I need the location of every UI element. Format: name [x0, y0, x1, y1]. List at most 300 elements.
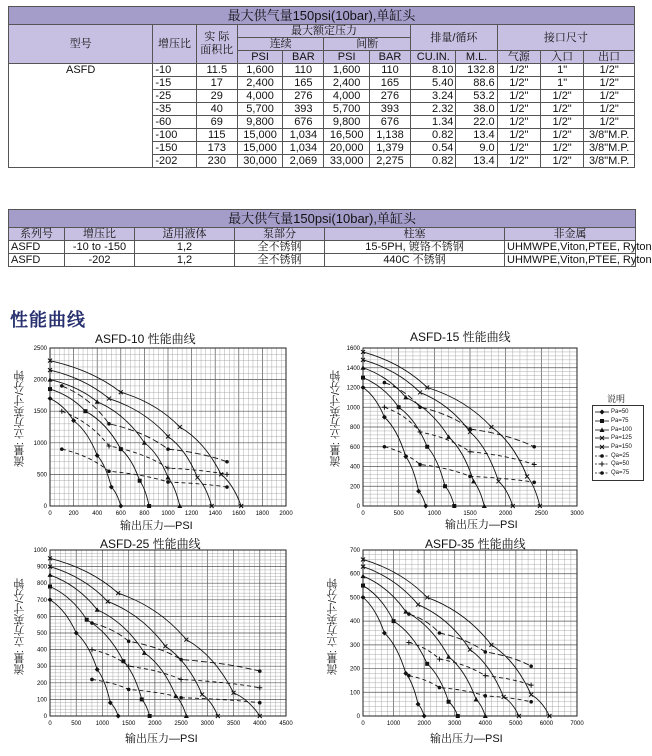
data-point — [258, 701, 262, 705]
x-tick-label: 3500 — [226, 721, 241, 727]
data-point — [447, 700, 451, 704]
y-tick-label: 0 — [356, 504, 360, 510]
table-cell: 40 — [196, 103, 237, 116]
legend-item — [595, 425, 643, 434]
data-point — [425, 445, 429, 449]
data-point — [468, 427, 472, 431]
table-cell: 1/2" — [540, 116, 583, 129]
y-tick-label: 800 — [349, 425, 360, 431]
y-tick-label: 700 — [349, 548, 360, 554]
x-tick-label: 2000 — [148, 721, 162, 727]
table-row — [9, 129, 635, 142]
header-inlet: 入口 — [540, 51, 583, 64]
table-cell: -60 — [153, 116, 196, 129]
table-cell: 1,600 — [324, 64, 369, 77]
performance-chart — [333, 544, 587, 730]
legend-label: Pa=125 — [611, 435, 632, 442]
table-cell: -15 — [153, 77, 196, 90]
x-tick-label: 5000 — [509, 721, 523, 727]
table-cell: 1/2" — [540, 142, 583, 155]
table-cell: 1,600 — [237, 64, 282, 77]
legend-swatch — [595, 461, 609, 467]
y-tick-label: 800 — [36, 581, 47, 588]
data-point — [383, 381, 387, 385]
data-point — [529, 700, 533, 704]
data-point — [258, 669, 262, 673]
table-row — [9, 142, 635, 155]
table-cell: 676 — [283, 116, 324, 129]
x-tick-label: 0 — [48, 721, 52, 727]
x-tick-label: 6000 — [539, 721, 554, 727]
table-cell: 132.8 — [456, 64, 497, 77]
data-point — [529, 683, 534, 688]
table-cell: 3/8"M.P. — [584, 155, 635, 168]
legend-label: Pa=150 — [611, 444, 632, 451]
table-cell: 165 — [283, 77, 324, 90]
table-cell: 全不锈钢 — [235, 254, 325, 267]
table-cell: 173 — [196, 142, 237, 155]
data-point — [179, 677, 184, 682]
header-ports: 接口尺寸 — [497, 25, 634, 51]
y-tick-label: 0 — [43, 714, 47, 720]
table-cell: 3/8"M.P. — [584, 129, 635, 142]
table-cell: 4,000 — [237, 90, 282, 103]
y-tick-label: 1000 — [346, 405, 360, 412]
table-cell: UHMWPE,Viton,PTEE, Ryton — [505, 254, 636, 267]
cell-model — [9, 77, 153, 90]
table-cell: UHMWPE,Viton,PTEE, Ryton — [505, 241, 636, 254]
section-title: 性能曲线 — [10, 310, 86, 330]
cell-model — [9, 103, 153, 116]
table-cell: 9,800 — [237, 116, 282, 129]
x-tick-label: 1000 — [95, 721, 110, 727]
data-point — [166, 466, 171, 471]
legend-label: Pa=75 — [611, 418, 629, 425]
table-cell: 11.5 — [196, 64, 237, 77]
y-tick-label: 1600 — [346, 346, 360, 352]
table-cell: 393 — [283, 103, 324, 116]
data-point — [83, 409, 87, 413]
x-tick-label: 1000 — [427, 511, 442, 517]
table-cell: 15,000 — [237, 129, 282, 142]
data-point — [361, 574, 366, 579]
table-cell: 53.2 — [456, 90, 497, 103]
x-tick-label: 1200 — [184, 511, 199, 517]
data-point — [166, 480, 170, 484]
series-line-pa150 — [50, 361, 241, 506]
table-cell: 29 — [196, 90, 237, 103]
table-cell: 5.40 — [411, 77, 456, 90]
table-cell: 1/2" — [497, 90, 540, 103]
table-cell: -25 — [153, 90, 196, 103]
legend-swatch — [595, 418, 609, 424]
data-point — [483, 673, 488, 678]
x-tick-label: 1500 — [463, 511, 477, 517]
table-cell: -10 — [153, 64, 196, 77]
table-cell: 1/2" — [497, 129, 540, 142]
table-cell: 2,400 — [237, 77, 282, 90]
x-tick-label: 2000 — [498, 511, 513, 517]
cell-model: ASFD — [9, 64, 153, 77]
table-cell: 20,000 — [324, 142, 369, 155]
data-point — [173, 694, 178, 699]
data-point — [59, 409, 64, 414]
legend-item — [595, 434, 643, 443]
data-point — [483, 694, 487, 698]
table-cell: 3.24 — [411, 90, 456, 103]
table-cell: 1" — [540, 77, 583, 90]
data-point — [107, 422, 111, 426]
x-tick-label: 4000 — [478, 721, 492, 727]
header-cell: 增压比 — [65, 228, 135, 241]
series-line-qa25 — [409, 676, 531, 702]
performance-chart — [20, 544, 296, 730]
table-cell: 1.34 — [411, 116, 456, 129]
data-point — [529, 693, 533, 697]
x-tick-label: 0 — [361, 721, 365, 727]
table-cell: -35 — [153, 103, 196, 116]
header-cell: 非金属 — [505, 228, 636, 241]
data-point — [85, 618, 89, 622]
x-tick-label: 600 — [115, 511, 126, 517]
data-point — [48, 387, 52, 391]
performance-chart — [20, 342, 296, 520]
header-bar: BAR — [369, 51, 410, 64]
x-tick-label: 1000 — [386, 721, 401, 727]
x-tick-label: 800 — [139, 511, 150, 517]
x-axis-label: 输出压力—PSI — [430, 733, 503, 745]
table-cell: 1,034 — [283, 142, 324, 155]
table-row — [9, 254, 636, 267]
legend-label: Qa=25 — [611, 452, 630, 459]
y-tick-label: 200 — [36, 680, 47, 687]
x-tick-label: 2500 — [174, 721, 188, 727]
table-cell: 1,379 — [369, 142, 410, 155]
table-cell: 2.32 — [411, 103, 456, 116]
data-point — [118, 504, 123, 509]
x-tick-label: 500 — [71, 721, 82, 727]
table-row — [9, 77, 635, 90]
data-point — [425, 662, 429, 666]
data-point — [443, 484, 447, 488]
table-cell: 2,400 — [324, 77, 369, 90]
table-cell: 1,034 — [283, 129, 324, 142]
table-cell: 5,700 — [237, 103, 282, 116]
y-tick-label: 900 — [36, 564, 47, 571]
table-cell: -10 to -150 — [65, 241, 135, 254]
chart-title: ASFD-15 性能曲线 — [410, 330, 511, 344]
table-row — [9, 155, 635, 168]
x-axis-label: 输出压力—PSI — [445, 519, 518, 531]
table-cell: 1/2" — [497, 103, 540, 116]
series-line-pa125 — [50, 370, 212, 506]
data-point — [418, 405, 422, 409]
data-point — [423, 504, 428, 509]
y-axis-label: 流量: 立方英寸/分钟 — [327, 578, 339, 676]
x-tick-label: 1000 — [161, 511, 175, 517]
series-line-pa50 — [50, 600, 118, 716]
y-tick-label: 300 — [36, 664, 47, 671]
table-cell: 276 — [283, 90, 324, 103]
legend — [592, 405, 644, 481]
y-tick-label: 400 — [349, 619, 360, 626]
x-tick-label: 1500 — [121, 721, 136, 727]
data-point — [483, 650, 487, 654]
legend-label: Pa=100 — [611, 426, 632, 433]
data-point — [121, 659, 125, 663]
table-cell: 1/2" — [540, 155, 583, 168]
header-air: 气源 — [497, 51, 540, 64]
data-point — [147, 504, 151, 508]
table-cell: 1/2" — [540, 129, 583, 142]
table-cell: -202 — [65, 254, 135, 267]
header-displacement: 排量/循环 — [411, 25, 498, 51]
header-psi: PSI — [324, 51, 369, 64]
legend-label: Qa=50 — [611, 461, 630, 468]
table-cell: 5,700 — [324, 103, 369, 116]
data-point — [437, 657, 442, 662]
data-point — [471, 479, 476, 484]
series-line-pa50 — [50, 399, 121, 506]
series-line-qa25 — [384, 447, 534, 483]
data-point — [127, 640, 131, 644]
series-line-pa75 — [363, 378, 454, 506]
data-point — [392, 619, 396, 623]
data-point — [407, 674, 411, 678]
data-point — [397, 405, 401, 409]
table-cell: 8.10 — [411, 64, 456, 77]
data-point — [166, 475, 171, 480]
x-tick-label: 400 — [92, 511, 103, 517]
table-cell: 17 — [196, 77, 237, 90]
data-point — [529, 664, 533, 668]
y-tick-label: 600 — [349, 571, 360, 578]
y-tick-label: 400 — [349, 464, 360, 471]
y-tick-label: 300 — [349, 642, 360, 649]
x-tick-label: 500 — [393, 511, 404, 517]
table-cell: 69 — [196, 116, 237, 129]
chart-title: ASFD-35 性能曲线 — [425, 537, 526, 551]
x-axis-label: 输出压力—PSI — [125, 733, 198, 745]
performance-chart — [333, 342, 587, 520]
chart-title: ASFD-25 性能曲线 — [100, 537, 201, 551]
x-axis-label: 输出压力—PSI — [120, 520, 193, 532]
x-tick-label: 2500 — [534, 511, 549, 517]
table-cell: ASFD — [9, 254, 65, 267]
data-point — [196, 476, 200, 480]
legend-label: Pa=50 — [611, 409, 629, 416]
table-cell: 110 — [369, 64, 410, 77]
table-cell: 1/2" — [497, 155, 540, 168]
data-point — [127, 688, 131, 692]
data-point — [418, 429, 423, 434]
data-point — [438, 686, 442, 690]
data-point — [48, 597, 53, 602]
y-tick-label: 600 — [349, 444, 360, 451]
y-tick-label: 1500 — [33, 409, 47, 416]
x-tick-label: 3000 — [570, 511, 584, 517]
legend-swatch — [595, 453, 609, 459]
data-point — [116, 714, 121, 719]
y-tick-label: 0 — [43, 504, 47, 510]
table-cell: 1/2" — [497, 142, 540, 155]
table-cell: 1" — [540, 64, 583, 77]
data-point — [382, 405, 387, 410]
table-cell: 230 — [196, 155, 237, 168]
table-cell: 115 — [196, 129, 237, 142]
cell-model — [9, 155, 153, 168]
table-row — [9, 241, 636, 254]
x-tick-label: 0 — [361, 511, 365, 517]
data-point — [107, 469, 111, 473]
y-tick-label: 600 — [36, 614, 47, 621]
data-point — [148, 714, 152, 718]
y-tick-label: 100 — [36, 697, 47, 704]
header-continuous: 连续 — [237, 38, 324, 51]
data-point — [600, 454, 604, 458]
table-cell: 4,000 — [324, 90, 369, 103]
table-cell: 1,2 — [135, 254, 235, 267]
data-point — [600, 419, 604, 423]
legend-item — [595, 443, 643, 452]
y-tick-label: 1000 — [33, 440, 47, 447]
table-cell: 3/8"M.P. — [584, 142, 635, 155]
data-point — [90, 678, 94, 682]
x-tick-label: 4000 — [253, 721, 267, 727]
legend-item — [595, 460, 643, 469]
table-cell: 9.0 — [456, 142, 497, 155]
data-point — [60, 384, 64, 388]
y-axis-label: 流量: 立方英寸/分钟 — [14, 578, 26, 676]
x-tick-label: 1600 — [232, 511, 246, 517]
y-tick-label: 2000 — [33, 377, 47, 384]
data-point — [422, 714, 427, 719]
data-point — [406, 640, 411, 645]
data-point — [138, 479, 142, 483]
data-point — [179, 696, 183, 700]
x-tick-label: 2000 — [279, 511, 293, 517]
data-point — [142, 650, 147, 655]
header-model: 型号 — [9, 25, 153, 64]
x-tick-label: 3000 — [200, 721, 215, 727]
table-cell: 110 — [283, 64, 324, 77]
data-point — [452, 504, 456, 508]
table-cell: 1/2" — [584, 90, 635, 103]
table-cell: 0.54 — [411, 142, 456, 155]
chart-title: ASFD-10 性能曲线 — [95, 332, 196, 346]
table-row — [9, 90, 635, 103]
table-cell: 0.82 — [411, 155, 456, 168]
x-tick-label: 7000 — [570, 721, 584, 727]
table-row — [9, 116, 635, 129]
y-tick-label: 500 — [36, 631, 47, 637]
y-tick-label: 200 — [349, 666, 360, 673]
header-cell: 泵部分 — [235, 228, 325, 241]
table-cell: 88.6 — [456, 77, 497, 90]
spec-table-title: 最大供气量150psi(10bar),单缸头 — [9, 7, 635, 25]
table-cell: 1/2" — [540, 103, 583, 116]
table-cell: 15-5PH, 镀铬不锈钢 — [325, 241, 505, 254]
data-point — [407, 612, 411, 616]
legend-swatch — [595, 409, 609, 415]
table-cell: -150 — [153, 142, 196, 155]
legend-swatch — [595, 427, 609, 433]
header-cell: 系列号 — [9, 228, 65, 241]
y-tick-label: 500 — [349, 595, 360, 602]
table-cell: 1/2" — [497, 77, 540, 90]
table-cell: 22.0 — [456, 116, 497, 129]
data-point — [90, 621, 94, 625]
data-point — [361, 584, 365, 588]
header-cell: 适用液体 — [135, 228, 235, 241]
table-cell: 全不锈钢 — [235, 241, 325, 254]
table-cell: 1/2" — [497, 64, 540, 77]
header-outlet: 出口 — [584, 51, 635, 64]
data-point — [225, 460, 229, 464]
material-table — [8, 209, 652, 267]
header-ratio: 增压比 — [153, 25, 196, 64]
material-table-title: 最大供气量150psi(10bar),单缸头 — [9, 210, 636, 228]
legend-item — [595, 451, 643, 460]
cell-model — [9, 116, 153, 129]
data-point — [438, 631, 442, 635]
data-point — [600, 462, 605, 467]
x-tick-label: 3000 — [448, 721, 462, 727]
data-point — [225, 485, 229, 489]
table-cell: 165 — [369, 77, 410, 90]
table-cell: 1/2" — [540, 90, 583, 103]
table-cell: 13.4 — [456, 155, 497, 168]
legend-swatch — [595, 435, 609, 441]
x-tick-label: 1400 — [208, 511, 222, 517]
cell-model — [9, 142, 153, 155]
data-point — [361, 376, 365, 380]
table-cell: 393 — [369, 103, 410, 116]
series-line-pa125 — [363, 567, 519, 716]
table-cell: 15,000 — [237, 142, 282, 155]
table-cell: 33,000 — [324, 155, 369, 168]
table-cell: 1/2" — [584, 116, 635, 129]
data-point — [225, 472, 230, 477]
series-line-pa75 — [50, 389, 149, 506]
table-cell: 1/2" — [584, 103, 635, 116]
cell-model — [9, 90, 153, 103]
data-point — [600, 471, 604, 475]
legend-item — [595, 469, 643, 478]
data-point — [166, 447, 170, 451]
data-point — [179, 658, 183, 662]
cell-model — [9, 129, 153, 142]
data-point — [468, 475, 472, 479]
data-point — [446, 654, 451, 659]
table-cell: 1,138 — [369, 129, 410, 142]
table-cell: -100 — [153, 129, 196, 142]
header-cuin: CU.IN. — [411, 51, 456, 64]
header-max-pressure: 最大额定压力 — [237, 25, 410, 38]
spec-table — [8, 6, 635, 168]
data-point — [532, 481, 536, 485]
table-cell: ASFD — [9, 241, 65, 254]
y-tick-label: 1000 — [33, 548, 47, 554]
legend-item — [595, 417, 643, 426]
y-tick-label: 0 — [356, 714, 360, 720]
x-tick-label: 1800 — [255, 511, 270, 517]
table-cell: 16,500 — [324, 129, 369, 142]
header-bar: BAR — [283, 51, 324, 64]
table-row — [9, 64, 635, 77]
data-point — [140, 697, 144, 701]
data-point — [600, 410, 605, 415]
